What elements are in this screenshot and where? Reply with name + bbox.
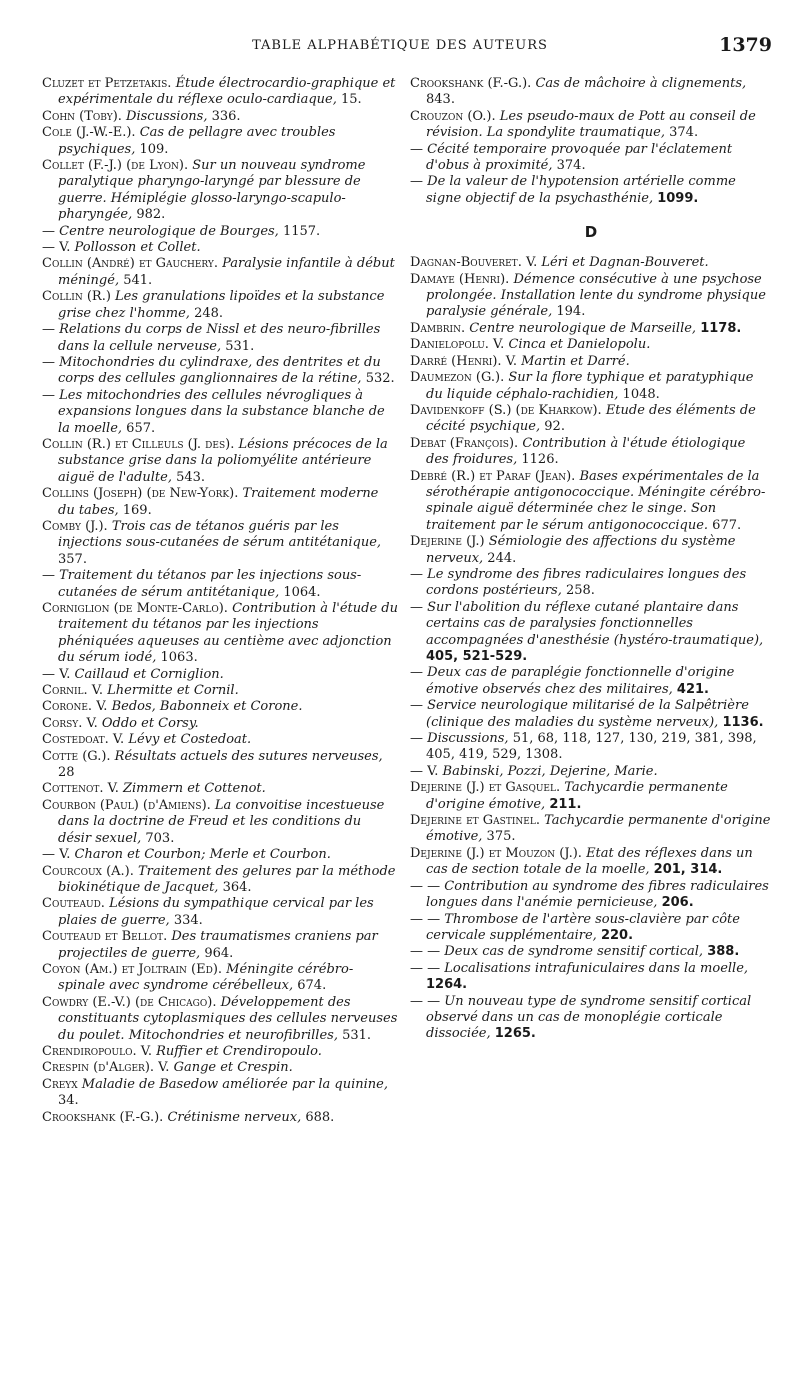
work-title: De la valeur de l'hypotension artérielle comme signe objectif de la psychasthénie, [426,174,736,206]
page-reference: 334. [173,912,203,928]
page-reference: 336. [211,108,241,124]
page-reference: 201, 314. [653,862,723,878]
work-title: La convoitise incestueuse dans la doctrine de Freud et les conditions du désir sexuel, [58,797,385,846]
index-entry [42,224,398,240]
index-entry [410,912,772,945]
author-name: — [42,387,55,403]
work-title: Discussions, [126,108,208,124]
author-name: Cottenot. V. [42,781,119,797]
work-title: Caillaud et Corniglion. [74,666,224,682]
page-reference: 1048. [622,386,660,402]
section-c-continued [410,76,772,207]
work-title: Ruffier et Crendiropoulo. [156,1043,322,1059]
author-name: — — [410,960,441,976]
index-entry [42,76,398,109]
work-title: Méningite cérébro-spinale avec syndrome cérébelleux, [58,961,354,994]
author-name: Dejerine (J.) et Gasquel. [410,780,561,796]
page-reference: 374. [669,125,699,141]
index-entry [410,255,772,271]
author-name: Cole (J.-W.-E.). [42,125,136,141]
author-name: Creyx [42,1076,78,1092]
author-name: Crouzon (O.). [410,108,496,124]
author-name: Dejerine (J.) et Mouzon (J.). [410,845,582,861]
work-title: Maladie de Basedow améliorée par la quinine, [81,1076,388,1092]
author-name: Dambrin. [410,320,466,336]
author-name: Damaye (Henri). [410,271,510,287]
index-entry [410,337,772,353]
index-entry [410,994,772,1043]
work-title: Démence consécutive à une psychose prolongée. Installation lente du syndrome physique paralysie générale, [426,271,766,320]
author-name: Crookshank (F.-G.). [42,1109,164,1125]
work-title: Bedos, Babonneix et Corone. [111,699,303,715]
index-entry [410,813,772,846]
index-entry [410,961,772,994]
index-entry [410,142,772,175]
page-reference: 982. [136,207,166,223]
author-name: — [410,731,423,747]
right-column [410,76,772,1043]
work-title: Traitement moderne du tabes, [58,486,379,518]
author-name: Debré (R.) et Paraf (Jean). [410,468,576,484]
index-entry [410,436,772,469]
work-title: Le syndrome des fibres radiculaires longues des cordons postérieurs, [426,566,747,599]
index-entry [42,699,398,715]
index-entry [42,519,398,568]
author-name: Debat (François). [410,435,519,451]
page-reference: 374. [556,158,586,174]
index-entry [410,698,772,731]
author-name: — [410,599,423,615]
work-title: Discussions, [427,731,509,747]
author-name: Corone. V. [42,699,108,715]
work-title: Charon et Courbon; Merle et Courbon. [74,847,331,863]
index-entry [42,568,398,601]
work-title: Un nouveau type de syndrome sensitif cortical observé dans un cas de monoplégie corticale dissociée, [426,993,752,1042]
page-reference: 674. [297,978,327,994]
index-entry [410,764,772,780]
author-name: — — [410,993,441,1009]
index-entry [410,469,772,535]
index-entry [42,240,398,256]
work-title: Sur un nouveau syndrome paralytique pharyngo-laryngé par blessure de guerre. Hémiplégie glosso-laryngo-scapulo-pharyngée, [58,158,366,223]
author-name: — [410,698,423,714]
page-reference: 677. [712,517,742,533]
author-name: Collet (F.-J.) (de Lyon). [42,158,189,174]
author-name: Darré (Henri). V. [410,353,517,369]
index-entry [42,355,398,388]
author-name: Corniglion (de Monte-Carlo). [42,601,228,616]
author-name: Danielopolu. V. [410,337,505,353]
index-entry [42,109,398,125]
index-entry [42,864,398,897]
author-name: — [42,354,55,370]
author-name: Couteaud et Bellot. [42,929,168,945]
index-entry [42,125,398,158]
page-reference: 657. [126,420,156,436]
index-entry [410,370,772,403]
page-reference: 1099. [657,190,699,206]
work-title: Etat des réflexes dans un cas de section totale de la moelle, [426,845,753,878]
author-name: — V. [410,763,439,779]
author-name: Courcoux (A.). [42,863,134,879]
index-entry [410,354,772,370]
work-title: Bases expérimentales de la sérothérapie antigonococcique. Méningite cérébro-spinale aiguë déterminée chez le singe. Son traitement par le sérum antigonococcique. [426,468,766,533]
work-title: Deux cas de paraplégie fonctionnelle d'origine émotive observés chez des militaires, [426,665,735,697]
author-name: Collin (R.) et Cilleuls (J. des). [42,436,235,452]
author-name: Crendiropoulo. V. [42,1043,152,1059]
work-title: Contribution à l'étude du traitement du tétanos par les injections phéniquées aqueuses au centième avec adjonction du sérum iodé, [58,601,398,666]
author-name: — — [410,878,441,894]
index-entry [42,732,398,748]
index-entry [42,1077,398,1110]
index-entry [410,944,772,960]
page-reference: 206. [661,895,694,911]
author-name: Coyon (Am.) et Joltrain (Ed). [42,961,223,977]
work-title: Oddo et Corsy. [101,715,199,731]
page-reference: 34. [58,1093,79,1109]
author-name: — [42,568,55,584]
page-reference: 964. [204,945,234,961]
index-entry [42,486,398,519]
index-entry [410,731,772,764]
index-entry [42,289,398,322]
work-title: Sur l'abolition du réflexe cutané plantaire dans certains cas de paralysies fonctionnelles accompagnées d'anesthésie (hystéro-traumatique), [426,599,764,648]
page-reference: 357. [58,551,87,567]
work-title: Développement des constituants cytoplasmiques des cellules nerveuses du poulet. Mitochondries et neurofibrilles, [58,994,398,1043]
author-name: Collin (R.) [42,289,111,305]
author-name: Courbon (Paul) (d'Amiens). [42,797,211,813]
page-reference: 1064. [283,584,321,600]
page-reference: 220. [600,927,634,943]
work-title: Traitement des gelures par la méthode biokinétique de Jacquet, [58,863,396,895]
author-name: Costedoat. V. [42,732,125,748]
author-name: Collins (Joseph) (de New-York). [42,486,239,502]
page-reference: 843. [426,92,455,108]
work-title: Tachycardie permanente d'origine émotive, [426,780,728,812]
page-reference: 1157. [282,223,321,239]
author-name: Cornil. V. [42,683,104,699]
index-entry [410,174,772,207]
index-entry [410,879,772,912]
author-name: Dejerine (J.) [410,534,485,550]
page-reference: 28 [58,765,75,781]
page-reference: 1264. [426,977,468,993]
section-letter: D [584,223,598,242]
index-entry [42,1060,398,1076]
left-column [42,76,398,1126]
index-entry [42,847,398,863]
author-name: Crookshank (F.-G.). [410,76,532,91]
work-title: Trois cas de tétanos guéris par les injections sous-cutanées de sérum antitétanique, [58,518,382,551]
page-reference: 364. [222,879,252,895]
index-entry [410,780,772,813]
index-entry [410,403,772,436]
index-entry [42,896,398,929]
work-title: Lhermitte et Cornil. [107,683,239,699]
page-reference: 375. [486,829,516,845]
page-reference: 543. [176,469,206,485]
author-name: — [42,322,55,338]
author-name: Comby (J.). [42,518,108,534]
page-reference: 109. [139,141,169,157]
work-title: Les mitochondries des cellules névrogliques à expansions longues dans la substance blanche de la moelle, [58,387,385,436]
work-title: Etude des éléments de cécité psychique, [426,402,756,435]
index-entry [410,846,772,879]
page-reference: 405, 521-529. [426,649,528,664]
index-entry [410,665,772,698]
author-name: — [42,223,55,239]
page-reference: 1126. [521,452,559,468]
work-title: Lésions précoces de la substance grise dans la poliomyélite antérieure aiguë de l'adulte, [58,436,388,485]
work-title: Contribution à l'étude étiologique des froidures, [426,435,746,468]
author-name: — [410,665,423,681]
page-reference: 688. [305,1109,335,1125]
author-name: Cohn (Toby). [42,108,122,124]
work-title: Thrombose de l'artère sous-clavière par côte cervicale supplémentaire, [426,911,740,943]
index-entry [42,158,398,224]
page-reference: 51, 68, 118, 127, 130, 219, 381, 398, 405, 419, 529, 1308. [426,731,757,763]
index-entry [410,600,772,666]
index-entry [410,272,772,321]
index-entry [42,1044,398,1060]
page-reference: 1063. [160,650,198,666]
work-title: Mitochondries du cylindraxe, des dentrites et du corps des cellules ganglionnaires de la rétine, [58,354,381,387]
work-title: Cinca et Danielopolu. [508,337,651,353]
work-title: Zimmern et Cottenot. [122,781,266,797]
author-name: — V. [42,666,71,682]
page-reference: 248. [194,305,224,321]
page-reference: 244. [487,550,517,566]
page-reference: 92. [544,419,565,435]
author-name: Dagnan-Bouveret. V. [410,255,538,271]
work-title: Relations du corps de Nissl et des neuro-fibrilles dans la cellule nerveuse, [58,322,381,354]
page-reference: 541. [123,272,153,288]
index-entry [42,437,398,486]
index-entry [42,667,398,683]
index-entry [410,321,772,337]
index-entry [410,567,772,600]
index-entry [42,601,398,667]
work-title: Résultats actuels des sutures nerveuses, [114,748,383,764]
work-title: Tachycardie permanente d'origine émotive, [426,813,771,845]
work-title: Gange et Crespin. [173,1060,293,1076]
author-name: Davidenkoff (S.) (de Kharkow). [410,402,602,418]
page-reference: 169. [122,502,152,518]
author-name: Corsy. V. [42,715,98,731]
page-reference: 194. [556,304,586,320]
index-entry [42,798,398,847]
index-entry [42,781,398,797]
work-title: Cas de mâchoire à clignements, [535,76,747,91]
work-title: Les pseudo-maux de Pott au conseil de révision. La spondylite traumatique, [426,108,756,141]
author-name: Crespin (d'Alger). V. [42,1060,170,1076]
work-title: Centre neurologique de Marseille, [469,320,697,336]
page-reference: 531. [225,338,255,354]
page-reference: 211. [549,796,582,812]
work-title: Lésions du sympathique cervical par les plaies de guerre, [58,896,374,928]
page-reference: 703. [145,830,175,846]
work-title: Pollosson et Collet. [74,240,201,256]
work-title: Sur la flore typhique et paratyphique du liquide céphalo-rachidien, [426,370,754,402]
index-entry [42,995,398,1044]
work-title: Contribution au syndrome des fibres radiculaires longues dans l'anémie pernicieuse, [426,878,769,911]
page-reference: 421. [676,681,709,697]
work-title: Sémiologie des affections du système nerveux, [426,534,736,566]
work-title: Paralysie infantile à début méningé, [58,256,395,288]
running-title: TABLE ALPHABÉTIQUE DES AUTEURS [252,38,548,53]
work-title: Des traumatismes craniens par projectiles de guerre, [58,929,378,961]
work-title: Cécité temporaire provoquée par l'éclatement d'obus à proximité, [426,141,733,174]
author-name: — V. [42,847,71,863]
work-title: Localisations intrafuniculaires dans la moelle, [444,960,749,976]
index-entry [42,749,398,782]
work-title: Babinski, Pozzi, Dejerine, Marie. [442,763,658,779]
author-name: Collin (André) et Gauchery. [42,256,218,272]
work-title: Traitement du tétanos par les injections sous-cutanées de sérum antitétanique, [58,568,362,600]
page-reference: 1178. [700,320,742,336]
page-reference: 532. [365,371,395,387]
work-title: Service neurologique militarisé de la Salpêtrière (clinique des maladies du système nerveux), [426,698,749,730]
work-title: Léri et Dagnan-Bouveret. [541,255,709,271]
index-entry [410,534,772,567]
index-entry [410,109,772,142]
work-title: Cas de pellagre avec troubles psychiques, [58,125,336,157]
author-name: — V. [42,240,71,256]
index-entry [42,683,398,699]
page-reference: 15. [341,92,362,108]
work-title: Lévy et Costedoat. [128,732,252,748]
index-entry [42,322,398,355]
author-name: Cotte (G.). [42,748,111,764]
author-name: — [410,566,423,582]
work-title: Étude électrocardio-graphique et expérimentale du réflexe oculo-cardiaque, [58,76,396,108]
work-title: Les granulations lipoïdes et la substance grise chez l'homme, [58,289,385,321]
section-d [410,255,772,1043]
index-entry [42,256,398,289]
work-title: Centre neurologique de Bourges, [59,223,279,239]
author-name: Couteaud. [42,896,105,912]
page-reference: 1265. [494,1026,536,1042]
index-entry [42,1110,398,1126]
author-name: — [410,174,423,190]
author-name: — [410,141,423,157]
page-number: 1379 [719,34,772,56]
index-entry [410,76,772,109]
author-name: — — [410,911,441,927]
page-reference: 531. [342,1027,372,1043]
work-title: Deux cas de syndrome sensitif cortical, [444,944,704,960]
author-name: Cluzet et Petzetakis. [42,76,172,91]
author-name: Daumezon (G.). [410,370,505,386]
author-name: Cowdry (E.-V.) (de Chicago). [42,994,217,1010]
author-name: Dejerine et Gastinel. [410,813,540,829]
author-name: — — [410,944,441,960]
page-reference: 258. [565,583,595,599]
index-entry [42,716,398,732]
page-reference: 388. [707,944,740,960]
index-entry [42,962,398,995]
index-entry [42,388,398,437]
page-reference: 1136. [722,714,764,730]
index-entry [42,929,398,962]
work-title: Martin et Darré. [521,353,630,369]
work-title: Crétinisme nerveux, [167,1109,302,1125]
